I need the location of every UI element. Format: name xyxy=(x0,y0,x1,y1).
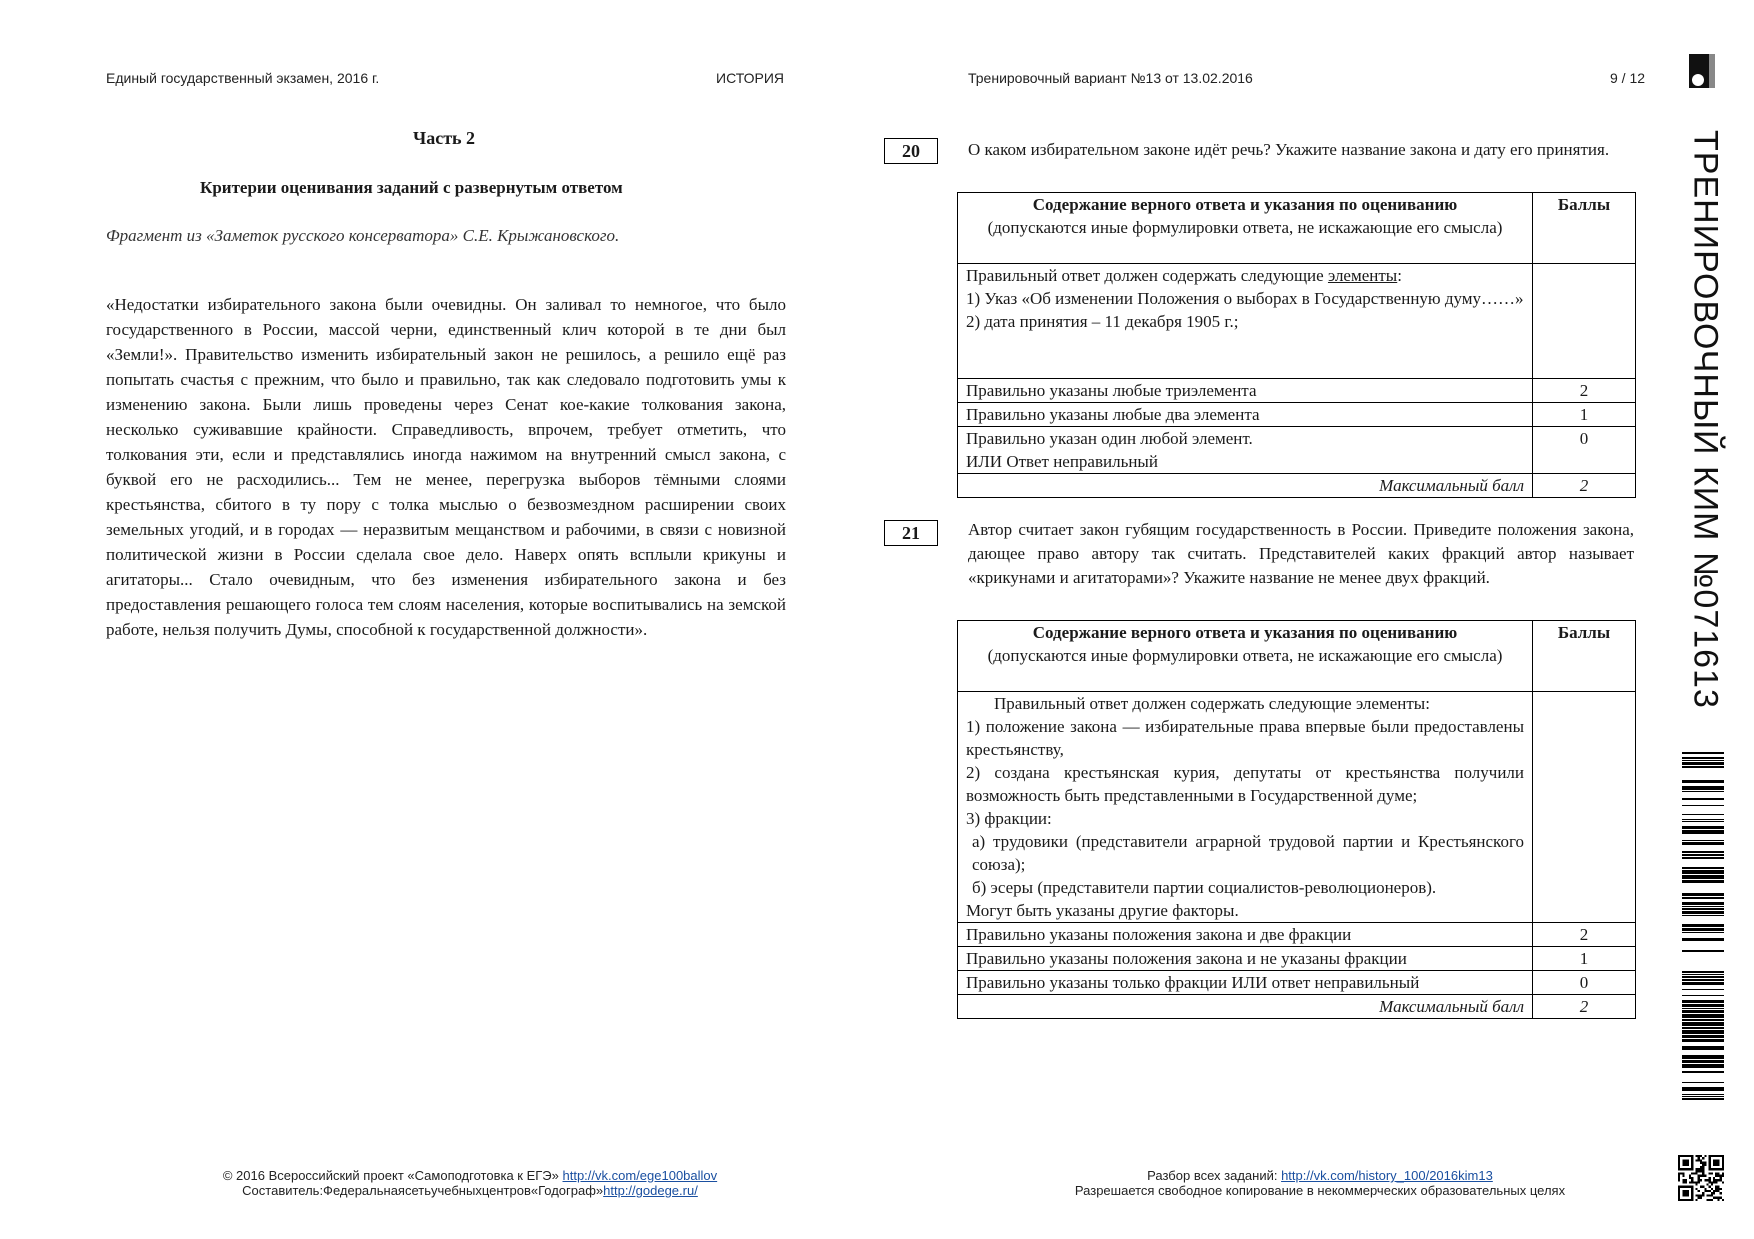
max-score-row xyxy=(958,995,1636,1019)
answer-score-cell xyxy=(1533,692,1636,923)
scoring-row xyxy=(958,971,1636,995)
content-header-title: Содержание верного ответа и указания по оцениванию xyxy=(1032,195,1458,214)
footer-compiler-text: Составитель:Федеральнаясетьучебныхцентров«Годограф» xyxy=(242,1183,604,1198)
scoring-criterion: Правильно указаны положения закона и не указаны фракции xyxy=(958,947,1533,971)
answer-line: Могут быть указаны другие факторы. xyxy=(966,901,1239,920)
answer-intro-colon: : xyxy=(1397,266,1402,285)
answer-cell xyxy=(958,692,1533,923)
scoring-criterion-cell xyxy=(958,427,1533,474)
task-number-20: 20 xyxy=(884,138,938,164)
fragment-caption: Фрагмент из «Заметок русского консерватора» С.Е. Крыжановского. xyxy=(106,226,620,245)
content-header-cell xyxy=(958,193,1533,264)
scoring-criterion: Правильно указаны положения закона и две фракции xyxy=(958,923,1533,947)
task-20-criteria-table xyxy=(957,192,1636,498)
answer-line: 2) создана крестьянская курия, депутаты от крестьянства получили возможность быть представленными в Государственной думе; xyxy=(966,763,1524,805)
answer-line: 1) Указ «Об изменении Положения о выборах в Государственную думу……» xyxy=(966,289,1524,308)
max-score-label: Максимальный балл xyxy=(958,995,1533,1019)
scoring-criterion: Правильно указаны только фракции ИЛИ ответ неправильный xyxy=(958,971,1533,995)
max-score-value: 2 xyxy=(1533,474,1636,498)
criteria-title: Критерии оценивания заданий с развернутым ответом xyxy=(200,178,623,197)
scoring-criterion: Правильно указан один любой элемент. xyxy=(966,429,1253,448)
table-header-row xyxy=(958,193,1636,264)
answer-line: 1) положение закона — избирательные права впервые были предоставлены крестьянству, xyxy=(966,717,1524,759)
qr-code-icon xyxy=(1678,1155,1724,1201)
max-score-value: 2 xyxy=(1533,995,1636,1019)
scoring-points: 0 xyxy=(1533,427,1636,474)
footer-compiler xyxy=(150,1183,790,1198)
header-page-number: 9 / 12 xyxy=(1610,70,1646,86)
score-header: Баллы xyxy=(1533,621,1636,692)
footer-left xyxy=(150,1168,790,1198)
content-header-cell xyxy=(958,621,1533,692)
max-score-label: Максимальный балл xyxy=(958,474,1533,498)
scoring-row xyxy=(958,403,1636,427)
scoring-points: 1 xyxy=(1533,947,1636,971)
scoring-points: 2 xyxy=(1533,923,1636,947)
footer-analysis xyxy=(1010,1168,1630,1183)
answer-intro-text: Правильный ответ должен содержать следующие xyxy=(966,266,1328,285)
answer-line: 3) фракции: xyxy=(966,809,1052,828)
footer-right xyxy=(1010,1168,1630,1198)
scoring-row xyxy=(958,379,1636,403)
answer-cell xyxy=(958,264,1533,379)
answer-intro xyxy=(966,264,1524,287)
footer-copyright-text: © 2016 Всероссийский проект «Самоподготовка к ЕГЭ» xyxy=(222,1168,563,1183)
max-score-row xyxy=(958,474,1636,498)
scoring-criterion-alt: ИЛИ Ответ неправильный xyxy=(966,452,1158,471)
footer-license: Разрешается свободное копирование в некоммерческих образовательных целях xyxy=(1074,1183,1566,1198)
answer-line: б) эсеры (представители партии социалистов-революционеров). xyxy=(972,878,1437,897)
scoring-row xyxy=(958,947,1636,971)
content-header-note: (допускаются иные формулировки ответа, не искажающие его смысла) xyxy=(987,646,1503,665)
scoring-points: 2 xyxy=(1533,379,1636,403)
score-header: Баллы xyxy=(1533,193,1636,264)
scoring-points: 1 xyxy=(1533,403,1636,427)
footer-analysis-link[interactable]: http://vk.com/history_100/2016kim13 xyxy=(1281,1168,1493,1183)
answer-line: 2) дата принятия – 11 декабря 1905 г.; xyxy=(966,312,1239,331)
footer-analysis-text: Разбор всех заданий: xyxy=(1147,1168,1282,1183)
answer-intro-underlined: элементы xyxy=(1327,266,1398,285)
source-quote: «Недостатки избирательного закона были очевидны. Он заливал то немногое, что было государственного в России, массой черни, единственный клич которой в те дни был «Земли!». Правительство изменить избирательный закон не решилось, а решило ещё раз попытать счастья с прежним, что было и правильно, так как следовало подготовить умы к изменению закона. Были лишь проведены через Сенат кое-какие толкования закона, несколько суживавшие крайности. Справедливость, впрочем, требует отметить, что толкования эти, если и представлялись иногда нажимом на внутренний смысл закона, с буквой его не расходились... Тем не менее, перегрузка выборов тёмными слоями крестьянства, сбитого в ту пору с толка мыслью о безвозмездном расширении своих земельных угодий, и в городах — неразвитым мещанством и рабочими, в связи с новизной политической жизни в России сделала свое дело. Наверх опять всплыли крикуны и агитаторы... Стало очевидным, что без изменения избирательного закона и без предоставления решающего голоса тем слоям населения, которые воспитывались на земской работе, нельзя получить Думы, способной к государственной должности». xyxy=(106,295,786,639)
header-variant: Тренировочный вариант №13 от 13.02.2016 xyxy=(968,70,1253,86)
answer-line: а) трудовики (представители аграрной трудовой партии и Крестьянского союза); xyxy=(972,832,1524,874)
vertical-kim-title-text: ТРЕНИРОВОЧНЫЙ КИМ №071613 xyxy=(1686,130,1725,709)
task-number-21: 21 xyxy=(884,520,938,546)
table-header-row xyxy=(958,621,1636,692)
content-header-title: Содержание верного ответа и указания по оцениванию xyxy=(1032,623,1458,642)
answer-intro: Правильный ответ должен содержать следующие элементы: xyxy=(994,694,1430,713)
footer-godege-link[interactable]: http://godege.ru/ xyxy=(603,1183,698,1198)
task-21-criteria-table xyxy=(957,620,1636,1019)
answer-score-cell xyxy=(1533,264,1636,379)
part-title: Часть 2 xyxy=(413,128,476,148)
scoring-points: 0 xyxy=(1533,971,1636,995)
answer-row xyxy=(958,692,1636,923)
header-subject: ИСТОРИЯ xyxy=(716,70,785,86)
content-header-note: (допускаются иные формулировки ответа, не искажающие его смысла) xyxy=(987,218,1503,237)
barcode-icon xyxy=(1682,752,1724,1100)
scoring-row xyxy=(958,923,1636,947)
answer-row xyxy=(958,264,1636,379)
task-21-question: Автор считает закон губящим государственность в России. Приведите положения закона, дающее право автору так считать. Представителей каких фракций автор называет «крикунами и агитаторами»? Укажите название не менее двух фракций. xyxy=(968,520,1634,587)
footer-copyright xyxy=(150,1168,790,1183)
scoring-row xyxy=(958,427,1636,474)
scoring-criterion: Правильно указаны любые два элемента xyxy=(958,403,1533,427)
scoring-criterion: Правильно указаны любые триэлемента xyxy=(958,379,1533,403)
footer-vk-link[interactable]: http://vk.com/ege100ballov xyxy=(562,1168,718,1183)
exam-logo-icon xyxy=(1689,54,1715,88)
header-exam-title: Единый государственный экзамен, 2016 г. xyxy=(106,70,380,86)
task-20-question: О каком избирательном законе идёт речь? Укажите название закона и дату его принятия. xyxy=(968,140,1610,159)
vertical-kim-title xyxy=(1660,130,1750,730)
